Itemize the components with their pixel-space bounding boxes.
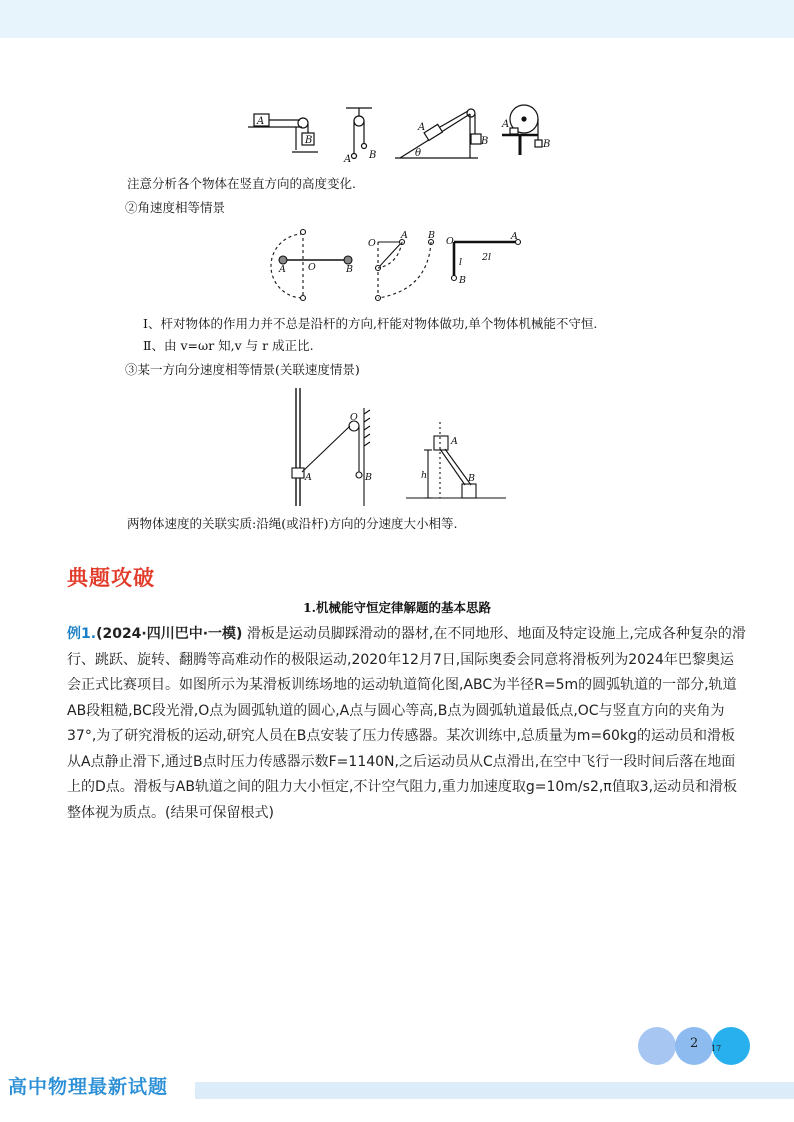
label-b: B xyxy=(543,139,550,150)
label-b: B xyxy=(468,473,475,484)
section-subtitle: 1.机械能守恒定律解题的基本思路 xyxy=(302,600,492,615)
page-number: 2 xyxy=(690,1036,699,1051)
header-band xyxy=(0,0,794,38)
note-line-1: 注意分析各个物体在竖直方向的高度变化. xyxy=(127,176,356,191)
label-b: B xyxy=(346,264,353,275)
label-a: A xyxy=(511,231,518,242)
label-o: O xyxy=(308,262,316,273)
pulley-figures xyxy=(240,100,550,168)
label-a: A xyxy=(502,119,510,130)
label-b: B xyxy=(459,275,466,286)
section-title: 典题攻破 xyxy=(67,566,155,590)
label-a: A xyxy=(401,230,408,241)
label-a: A xyxy=(257,116,265,127)
note-line-6: 两物体速度的关联实质:沿绳(或沿杆)方向的分速度大小相等. xyxy=(127,516,458,531)
angular-velocity-figures xyxy=(270,228,530,308)
note-line-3: Ⅰ、杆对物体的作用力并不总是沿杆的方向,杆能对物体做功,单个物体机械能不守恒. xyxy=(143,316,598,331)
page-badge-left xyxy=(638,1027,676,1065)
label-b: B xyxy=(428,230,435,241)
example-1 xyxy=(67,622,747,826)
label-a: A xyxy=(418,122,426,133)
label-l: l xyxy=(459,257,463,268)
label-a: A xyxy=(305,472,312,483)
example-label: 例1. xyxy=(67,626,97,642)
label-a: A xyxy=(344,154,352,165)
label-b: B xyxy=(481,136,489,147)
label-b: B xyxy=(305,135,313,146)
note-line-2: ②角速度相等情景 xyxy=(125,200,226,215)
label-2l: 2l xyxy=(482,252,492,263)
example-body: 滑板是运动员脚踩滑动的器材,在不同地形、地面及特定设施上,完成各种复杂的滑行、跳跃、旋转、翻腾等高难动作的极限运动,2020年12月7日,国际奥委会同意将滑板列为2024年巴黎奥运会正式比赛项目。如图所示为某滑板训练场地的运动轨道简化图,ABC为半径R=5m的圆弧轨道的一部分,轨道AB段粗糙,BC段光滑,O点为圆弧轨道的圆心,A点与圆心等高,B点为圆弧轨道最低点,OC与竖直方向的夹角为37°,为了研究滑板的运动,研究人员在B点安装了压力传感器。某次训练中,总质量为m=60kg的运动员和滑板从A点静止滑下,通过B点时压力传感器示数F=1140N,之后运动员从C点滑出,在空中飞行一段时间后落在地面上的D点。滑板与AB轨道之间的阻力大小恒定,不计空气阻力,重力加速度取g=10m/s2,π值取3,运动员和滑板整体视为质点。(结果可保留根式) xyxy=(67,626,746,821)
footer-brand: 高中物理最新试题 xyxy=(8,1076,169,1098)
label-h: h xyxy=(421,470,428,481)
note-line-4: Ⅱ、由 v=ωr 知,v 与 r 成正比. xyxy=(143,338,314,353)
page-total: 17 xyxy=(711,1044,722,1053)
label-b: B xyxy=(369,150,377,161)
example-source: (2024·四川巴中·一模) xyxy=(96,626,243,642)
label-b: B xyxy=(365,472,372,483)
label-o: O xyxy=(350,412,358,423)
footer-band xyxy=(195,1082,794,1099)
linked-velocity-figures xyxy=(282,386,514,510)
label-o: O xyxy=(368,238,376,249)
label-theta: θ xyxy=(415,148,422,159)
label-a: A xyxy=(279,264,286,275)
label-a: A xyxy=(451,436,458,447)
label-o: O xyxy=(446,236,454,247)
note-line-5: ③某一方向分速度相等情景(关联速度情景) xyxy=(125,362,360,377)
